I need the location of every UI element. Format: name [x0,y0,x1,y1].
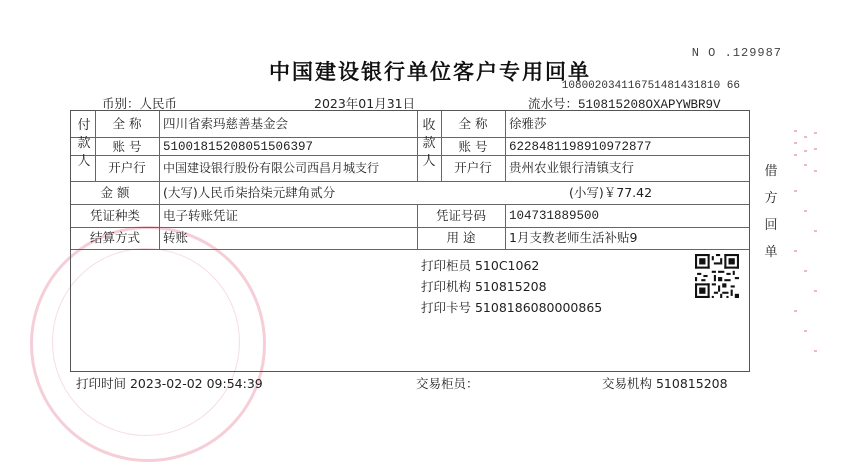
payee-bank-label: 开户行 [454,160,492,175]
serial-number: N O .129987 [691,46,782,60]
payee-account-label: 账 号 [458,139,488,154]
payee-name: 徐雅莎 [509,116,547,131]
payer-name-label: 全 称 [112,116,142,131]
qr-code [695,254,739,298]
voucher-type-label: 凭证种类 [89,208,140,223]
amount-label: 金 额 [100,185,130,200]
side-char: 方 [764,191,778,206]
payer-name: 四川省索玛慈善基金会 [163,116,289,131]
currency-value: 人民币 [139,96,178,111]
transaction-date: 2023年01月31日 [314,96,416,111]
payer-account-label: 账 号 [112,139,142,154]
print-time: 打印时间 2023-02-02 09:54:39 [76,376,263,391]
payer-bank: 中国建设银行股份有限公司西昌月城支行 [163,161,380,175]
payer-bank-label: 开户行 [108,160,146,175]
amount-lower: (小写)￥77.42 [569,185,653,200]
payee-bank: 贵州农业银行清镇支行 [509,160,635,175]
transaction-org: 交易机构 510815208 [602,376,728,391]
purpose: 1月支教老师生活补贴9 [509,230,638,245]
amount-upper: (大写)人民币柒拾柒元肆角贰分 [163,185,336,200]
print-card: 打印卡号 5108186080000865 [421,300,603,315]
payee-group-label: 收款人 [422,118,436,169]
purpose-label: 用 途 [446,230,476,245]
flow-value: 510815208OXAPYWBR9V [578,98,721,112]
side-char: 回 [764,218,778,233]
voucher-type: 电子转账凭证 [163,208,239,223]
print-teller: 打印柜员 510C1062 [421,258,540,273]
page-title: 中国建设银行单位客户专用回单 [269,59,591,84]
voucher-no-label: 凭证号码 [435,208,486,223]
settlement-method: 转账 [163,230,189,245]
settlement-method-label: 结算方式 [89,230,140,245]
currency-label: 币别： [102,96,140,111]
document-code: 108002034116751481431810 66 [561,80,740,92]
print-org: 打印机构 510815208 [421,279,547,294]
payee-account: 6228481198910972877 [509,140,652,154]
receipt-table [70,110,750,372]
payee-name-label: 全 称 [458,116,488,131]
payer-group-label: 付款人 [77,118,91,169]
voucher-no: 104731889500 [509,209,600,223]
side-char: 借 [764,164,778,179]
payer-account: 51001815208051506397 [163,140,314,154]
margin-notes [790,130,830,390]
side-char: 单 [764,245,778,260]
side-label [763,158,779,266]
flow-label: 流水号： [528,96,579,111]
transaction-counter: 交易柜员： [416,376,479,391]
